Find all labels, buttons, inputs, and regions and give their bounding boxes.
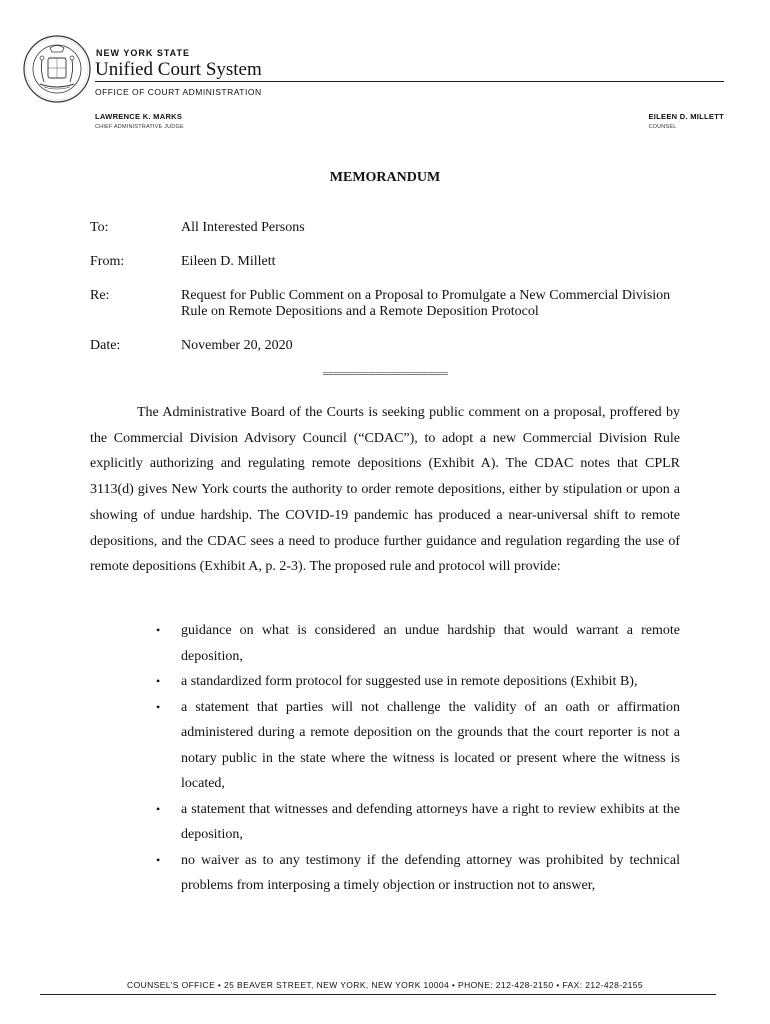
header-divider (95, 81, 724, 82)
counsel-name: EILEEN D. MILLETT (648, 112, 724, 121)
list-item-text: no waiver as to any testimony if the defending attorney was prohibited by technical problems from interposing a timely objection or instruction not to answer, (181, 852, 680, 893)
memo-title: MEMORANDUM (329, 170, 441, 185)
counsel-block (648, 112, 724, 130)
re-label: Re: (90, 288, 110, 303)
to-label: To: (90, 220, 109, 235)
date-value: November 20, 2020 (181, 338, 293, 353)
list-item-text: a statement that parties will not challenge the validity of an oath or affirmation administered during a remote deposition on the grounds that the court reporter is not a notary public in the state where the witness is located or present where the witness is located, (181, 699, 680, 791)
list-item-text: a statement that witnesses and defending attorneys have a right to review exhibits at the deposition, (181, 801, 680, 842)
chief-judge-title: CHIEF ADMINISTRATIVE JUDGE (95, 124, 184, 130)
bullet-icon: • (156, 852, 161, 867)
re-value: Request for Public Comment on a Proposal to Promulgate a New Commercial Division Rule on Remote Depositions and a Remote Deposition Protocol (181, 288, 671, 319)
state-name: NEW YORK STATE (96, 48, 191, 58)
list-item (90, 695, 680, 797)
list-item-text: guidance on what is considered an undue hardship that would warrant a remote deposition, (181, 623, 680, 664)
office-name: OFFICE OF COURT ADMINISTRATION (95, 87, 262, 97)
from-label: From: (90, 254, 125, 269)
body-paragraph: The Administrative Board of the Courts is seeking public comment on a proposal, proffered by the Commercial Division Advisory Council (“CDAC”), to adopt a new Commercial Division Rule explicitly authorizing and regulating remote depositions (Exhibit A). The CDAC notes that CPLR 3113(d) gives New York courts the authority to order remote depositions, either by stipulation or upon a showing of undue hardship. The COVID-19 pandemic has produced a near-universal shift to remote depositions, and the CDAC sees a need to produce further guidance and regulation regarding the use of remote depositions (Exhibit A, p. 2-3). The proposed rule and protocol will provide: (90, 405, 680, 575)
chief-judge-name: LAWRENCE K. MARKS (95, 112, 183, 121)
bullet-icon: • (156, 801, 161, 816)
to-value: All Interested Persons (181, 220, 305, 235)
section-separator: ======================== (322, 368, 448, 380)
footer-divider (40, 994, 716, 995)
bullet-icon: • (156, 623, 161, 637)
counsel-title: COUNSEL (648, 124, 677, 130)
list-item-text: a standardized form protocol for suggested use in remote depositions (Exhibit B), (181, 674, 638, 689)
bullet-icon: • (156, 699, 161, 714)
chief-judge-block (95, 112, 184, 130)
list-item (90, 797, 680, 848)
bullet-icon: • (156, 674, 161, 688)
list-item (90, 618, 680, 669)
court-system-name: Unified Court System (95, 59, 262, 80)
list-item (90, 669, 680, 695)
footer-contact: COUNSEL’S OFFICE • 25 BEAVER STREET, NEW YORK, NEW YORK 10004 • PHONE: 212-428-2150 • FAX: 212-428-2155 (127, 980, 643, 990)
provisions-list (90, 618, 680, 899)
from-value: Eileen D. Millett (181, 254, 276, 269)
date-label: Date: (90, 338, 121, 353)
list-item (90, 848, 680, 899)
nys-seal-icon (22, 34, 92, 104)
